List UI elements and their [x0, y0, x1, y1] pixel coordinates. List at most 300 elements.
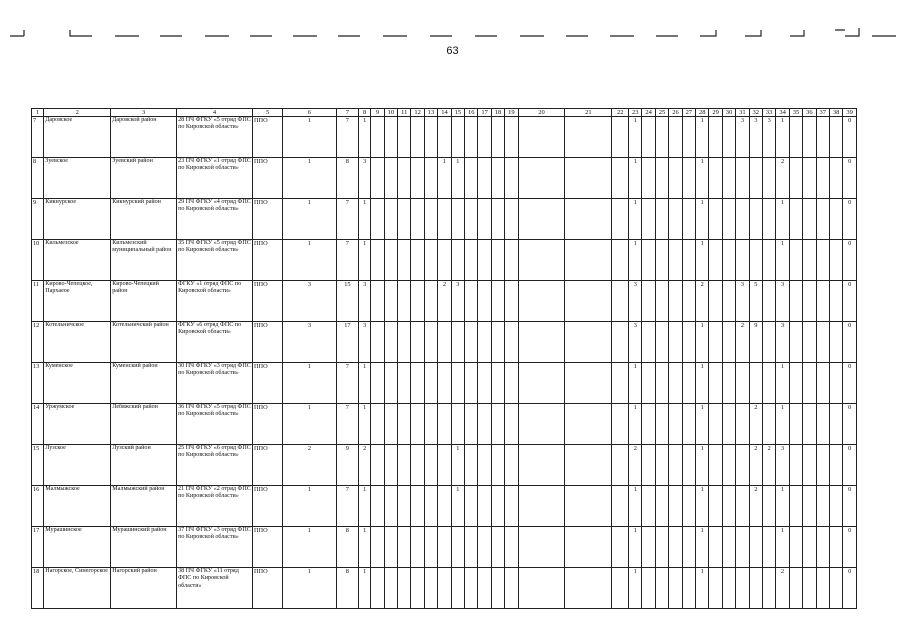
table-row [32, 527, 857, 568]
value-cell [669, 486, 682, 527]
type-cell: ППО [253, 158, 283, 199]
value-cell [709, 199, 722, 240]
value-cell [565, 445, 612, 486]
value-cell [478, 568, 491, 609]
value-cell [682, 117, 695, 158]
fire-unit-cell: 30 ПЧ ФГКУ «3 отряд ФПС по Кировской области» [177, 363, 253, 404]
value-cell [669, 568, 682, 609]
value-cell [736, 568, 749, 609]
settlement-cell: Малмыжское [44, 486, 111, 527]
table-row [32, 363, 857, 404]
district-cell: Куменский район [111, 363, 177, 404]
type-cell: ППО [253, 199, 283, 240]
value-cell [505, 445, 518, 486]
value-cell: 1 [629, 363, 642, 404]
value-cell [709, 527, 722, 568]
value-cell [829, 199, 842, 240]
type-cell: ППО [253, 363, 283, 404]
value-cell [424, 199, 437, 240]
value-cell: 1 [776, 527, 789, 568]
value-cell [612, 322, 629, 363]
value-cell [789, 158, 802, 199]
value-cell: 1 [283, 527, 337, 568]
value-cell: 1 [629, 527, 642, 568]
value-cell: 1 [451, 486, 464, 527]
value-cell [424, 404, 437, 445]
column-number: 3 [111, 109, 177, 117]
settlement-cell: Зуевское [44, 158, 111, 199]
value-cell [789, 527, 802, 568]
value-cell [789, 281, 802, 322]
type-cell: ППО [253, 240, 283, 281]
value-cell [682, 568, 695, 609]
value-cell [384, 445, 397, 486]
value-cell: 2 [736, 322, 749, 363]
value-cell [829, 158, 842, 199]
value-cell [438, 445, 451, 486]
table-row [32, 486, 857, 527]
value-cell: 1 [438, 158, 451, 199]
value-cell: 1 [283, 240, 337, 281]
value-cell: 0 [843, 199, 857, 240]
value-cell [829, 117, 842, 158]
value-cell: 0 [843, 568, 857, 609]
district-cell: Даровской район [111, 117, 177, 158]
value-cell [371, 445, 384, 486]
value-cell [371, 158, 384, 199]
value-cell [371, 117, 384, 158]
value-cell [478, 404, 491, 445]
value-cell: 0 [843, 117, 857, 158]
column-number: 17 [478, 109, 491, 117]
value-cell: 1 [696, 486, 709, 527]
table-row [32, 240, 857, 281]
value-cell [722, 158, 735, 199]
value-cell [789, 445, 802, 486]
value-cell [438, 527, 451, 568]
value-cell [642, 199, 655, 240]
value-cell [722, 117, 735, 158]
value-cell [424, 281, 437, 322]
value-cell [424, 486, 437, 527]
value-cell [642, 281, 655, 322]
value-cell [565, 322, 612, 363]
value-cell [384, 281, 397, 322]
value-cell [505, 322, 518, 363]
value-cell [669, 322, 682, 363]
column-number: 18 [491, 109, 504, 117]
value-cell: 3 [776, 322, 789, 363]
value-cell [762, 281, 775, 322]
value-cell [565, 568, 612, 609]
column-number: 39 [843, 109, 857, 117]
value-cell [669, 158, 682, 199]
value-cell [384, 322, 397, 363]
value-cell: 7 [336, 363, 358, 404]
column-number: 26 [669, 109, 682, 117]
value-cell [829, 240, 842, 281]
value-cell: 7 [336, 117, 358, 158]
column-number: 7 [336, 109, 358, 117]
value-cell [398, 568, 411, 609]
value-cell [709, 117, 722, 158]
value-cell [709, 281, 722, 322]
settlement-cell: Лузское [44, 445, 111, 486]
value-cell [829, 568, 842, 609]
value-cell: 7 [336, 240, 358, 281]
value-cell [518, 445, 565, 486]
value-cell [565, 199, 612, 240]
value-cell [411, 240, 424, 281]
value-cell [749, 240, 762, 281]
value-cell [655, 404, 668, 445]
value-cell: 1 [776, 117, 789, 158]
column-number: 24 [642, 109, 655, 117]
value-cell [642, 445, 655, 486]
value-cell [803, 281, 816, 322]
row-number-cell: 12 [32, 322, 44, 363]
value-cell: 1 [629, 158, 642, 199]
value-cell [424, 240, 437, 281]
column-number-row [32, 109, 857, 117]
value-cell: 8 [336, 568, 358, 609]
value-cell: 7 [336, 404, 358, 445]
value-cell [478, 281, 491, 322]
district-cell: Малмыжский район [111, 486, 177, 527]
row-number-cell: 18 [32, 568, 44, 609]
value-cell [465, 568, 478, 609]
value-cell [829, 322, 842, 363]
fire-unit-cell: 21 ПЧ ФГКУ «2 отряд ФПС по Кировской области» [177, 486, 253, 527]
value-cell: 1 [359, 527, 371, 568]
value-cell [371, 568, 384, 609]
value-cell: 1 [696, 158, 709, 199]
district-cell: Кикнурский район [111, 199, 177, 240]
value-cell [612, 568, 629, 609]
value-cell [736, 486, 749, 527]
column-number: 12 [411, 109, 424, 117]
settlement-cell: Нагорское, Синегорское [44, 568, 111, 609]
value-cell [722, 240, 735, 281]
value-cell: 3 [451, 281, 464, 322]
value-cell [749, 199, 762, 240]
value-cell [722, 486, 735, 527]
value-cell: 2 [438, 281, 451, 322]
value-cell [411, 281, 424, 322]
value-cell: 9 [336, 445, 358, 486]
value-cell: 2 [776, 568, 789, 609]
value-cell [411, 322, 424, 363]
value-cell: 1 [629, 199, 642, 240]
value-cell [398, 527, 411, 568]
value-cell [612, 486, 629, 527]
value-cell [762, 199, 775, 240]
column-number: 16 [465, 109, 478, 117]
value-cell [816, 445, 829, 486]
value-cell [505, 240, 518, 281]
value-cell: 1 [359, 117, 371, 158]
value-cell [642, 527, 655, 568]
value-cell [478, 486, 491, 527]
value-cell: 9 [749, 322, 762, 363]
column-number: 6 [283, 109, 337, 117]
value-cell [749, 568, 762, 609]
value-cell [491, 445, 504, 486]
value-cell [816, 281, 829, 322]
value-cell [384, 568, 397, 609]
fire-unit-cell: 28 ПЧ ФГКУ «5 отряд ФПС по Кировской области» [177, 117, 253, 158]
value-cell [612, 240, 629, 281]
value-cell [789, 486, 802, 527]
value-cell [491, 404, 504, 445]
value-cell: 1 [696, 404, 709, 445]
value-cell [816, 486, 829, 527]
value-cell [518, 404, 565, 445]
value-cell [411, 404, 424, 445]
column-number: 21 [565, 109, 612, 117]
value-cell [371, 486, 384, 527]
value-cell [371, 404, 384, 445]
value-cell [669, 527, 682, 568]
value-cell [371, 322, 384, 363]
value-cell [411, 158, 424, 199]
value-cell [642, 486, 655, 527]
value-cell: 1 [629, 117, 642, 158]
value-cell [816, 322, 829, 363]
row-number-cell: 14 [32, 404, 44, 445]
value-cell [803, 445, 816, 486]
value-cell [642, 240, 655, 281]
value-cell [424, 568, 437, 609]
column-number: 22 [612, 109, 629, 117]
settlement-cell: Кикнурское [44, 199, 111, 240]
value-cell [789, 404, 802, 445]
column-number: 10 [384, 109, 397, 117]
value-cell [424, 363, 437, 404]
value-cell [438, 240, 451, 281]
value-cell [722, 568, 735, 609]
value-cell [762, 527, 775, 568]
value-cell [682, 363, 695, 404]
value-cell [478, 527, 491, 568]
value-cell [789, 199, 802, 240]
value-cell [803, 199, 816, 240]
value-cell [816, 199, 829, 240]
value-cell [438, 486, 451, 527]
column-number: 15 [451, 109, 464, 117]
value-cell [655, 568, 668, 609]
value-cell [682, 281, 695, 322]
value-cell [371, 527, 384, 568]
value-cell [491, 568, 504, 609]
value-cell [816, 240, 829, 281]
type-cell: ППО [253, 486, 283, 527]
value-cell [371, 199, 384, 240]
value-cell [816, 363, 829, 404]
value-cell [465, 199, 478, 240]
value-cell: 3 [776, 445, 789, 486]
type-cell: ППО [253, 117, 283, 158]
value-cell [438, 199, 451, 240]
column-number: 32 [749, 109, 762, 117]
fire-units-table [31, 108, 857, 609]
value-cell [682, 445, 695, 486]
value-cell: 1 [283, 199, 337, 240]
value-cell [612, 527, 629, 568]
value-cell [505, 486, 518, 527]
value-cell [491, 240, 504, 281]
fire-unit-cell: 29 ПЧ ФГКУ «4 отряд ФПС по Кировской области» [177, 199, 253, 240]
value-cell [478, 363, 491, 404]
value-cell [398, 199, 411, 240]
district-cell: Зуевский район [111, 158, 177, 199]
value-cell [465, 404, 478, 445]
value-cell [518, 240, 565, 281]
value-cell [803, 322, 816, 363]
settlement-cell: Куменское [44, 363, 111, 404]
value-cell [491, 281, 504, 322]
value-cell [829, 363, 842, 404]
value-cell [384, 199, 397, 240]
value-cell [655, 486, 668, 527]
value-cell [565, 486, 612, 527]
table-row [32, 281, 857, 322]
value-cell: 3 [359, 322, 371, 363]
value-cell [736, 363, 749, 404]
value-cell: 1 [776, 240, 789, 281]
value-cell [829, 445, 842, 486]
value-cell [722, 363, 735, 404]
value-cell: 1 [776, 199, 789, 240]
value-cell: 1 [359, 568, 371, 609]
column-number: 31 [736, 109, 749, 117]
value-cell [451, 240, 464, 281]
value-cell [816, 117, 829, 158]
value-cell [682, 158, 695, 199]
value-cell [655, 158, 668, 199]
value-cell [438, 568, 451, 609]
value-cell [669, 199, 682, 240]
column-number: 34 [776, 109, 789, 117]
district-cell: Кирово-Чепецкий район [111, 281, 177, 322]
value-cell: 7 [336, 199, 358, 240]
district-cell: Мурашинский район [111, 527, 177, 568]
value-cell [642, 322, 655, 363]
row-number-cell: 16 [32, 486, 44, 527]
value-cell: 2 [749, 404, 762, 445]
value-cell [736, 445, 749, 486]
value-cell [612, 158, 629, 199]
value-cell: 1 [629, 568, 642, 609]
value-cell [669, 363, 682, 404]
value-cell [424, 117, 437, 158]
value-cell: 2 [283, 445, 337, 486]
column-number: 37 [816, 109, 829, 117]
fire-unit-cell: 23 ПЧ ФГКУ «1 отряд ФПС по Кировской области» [177, 158, 253, 199]
value-cell: 0 [843, 281, 857, 322]
value-cell [803, 527, 816, 568]
value-cell [491, 322, 504, 363]
value-cell [736, 404, 749, 445]
row-number-cell: 7 [32, 117, 44, 158]
value-cell [803, 363, 816, 404]
value-cell: 1 [283, 568, 337, 609]
type-cell: ППО [253, 527, 283, 568]
value-cell [424, 158, 437, 199]
value-cell: 1 [776, 404, 789, 445]
value-cell [465, 486, 478, 527]
value-cell: 2 [749, 445, 762, 486]
value-cell: 3 [749, 117, 762, 158]
value-cell [398, 117, 411, 158]
value-cell [478, 445, 491, 486]
column-number: 19 [505, 109, 518, 117]
district-cell: Лебяжский район [111, 404, 177, 445]
value-cell [384, 486, 397, 527]
fire-unit-cell: 36 ПЧ ФГКУ «5 отряд ФПС по Кировской области» [177, 404, 253, 445]
value-cell [491, 158, 504, 199]
value-cell [722, 322, 735, 363]
value-cell [411, 445, 424, 486]
value-cell [642, 363, 655, 404]
value-cell [478, 158, 491, 199]
value-cell: 1 [696, 322, 709, 363]
value-cell: 1 [451, 158, 464, 199]
column-number: 25 [655, 109, 668, 117]
value-cell: 1 [283, 363, 337, 404]
value-cell [736, 240, 749, 281]
value-cell [612, 363, 629, 404]
value-cell [478, 199, 491, 240]
value-cell: 3 [359, 281, 371, 322]
column-number: 28 [696, 109, 709, 117]
value-cell [465, 527, 478, 568]
value-cell: 1 [696, 445, 709, 486]
value-cell [505, 199, 518, 240]
value-cell: 2 [749, 486, 762, 527]
value-cell [384, 240, 397, 281]
row-number-cell: 11 [32, 281, 44, 322]
value-cell [411, 363, 424, 404]
value-cell: 1 [283, 404, 337, 445]
value-cell [612, 445, 629, 486]
value-cell: 1 [451, 445, 464, 486]
value-cell [655, 281, 668, 322]
value-cell [709, 322, 722, 363]
value-cell [762, 486, 775, 527]
value-cell [655, 363, 668, 404]
value-cell [465, 363, 478, 404]
value-cell [682, 199, 695, 240]
value-cell [465, 445, 478, 486]
column-number: 38 [829, 109, 842, 117]
value-cell [736, 527, 749, 568]
value-cell [709, 158, 722, 199]
value-cell [565, 281, 612, 322]
value-cell [438, 322, 451, 363]
value-cell [505, 568, 518, 609]
value-cell [803, 486, 816, 527]
value-cell [518, 527, 565, 568]
value-cell [655, 240, 668, 281]
fire-unit-cell: 38 ПЧ ФГКУ «11 отряд ФПС по Кировской области» [177, 568, 253, 609]
value-cell [451, 568, 464, 609]
value-cell [829, 486, 842, 527]
value-cell: 1 [359, 486, 371, 527]
value-cell [384, 404, 397, 445]
value-cell [612, 281, 629, 322]
value-cell [411, 568, 424, 609]
